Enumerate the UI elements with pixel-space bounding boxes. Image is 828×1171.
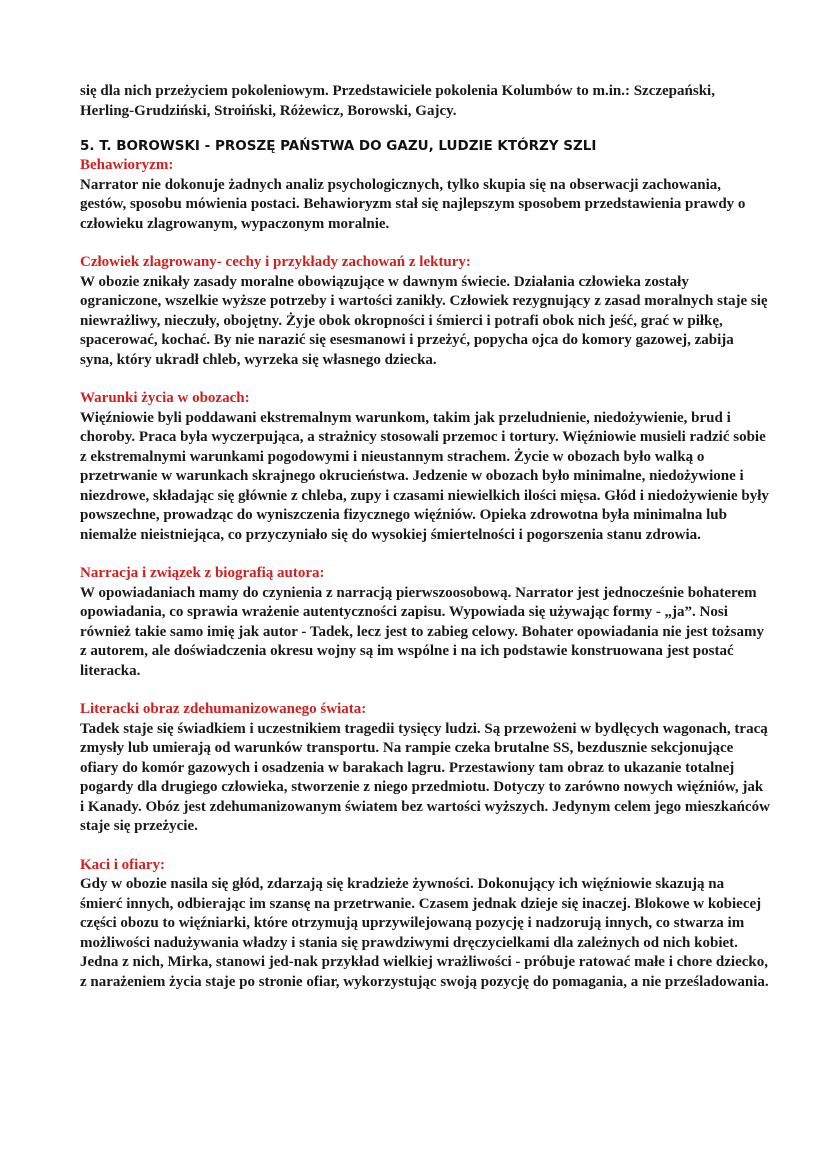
section-body: Tadek staje się świadkiem i uczestnikiem tragedii tysięcy ludzi. Są przewożeni w bydlęcych wagonach, tracą zmysły lub umierają od warunków transportu. Na rampie czeka brutalne SS, bezdusznie sekcjonujące ofiary do komór gazowych i osadzenia w barakach lagru. Przestawiony tam obraz to ukazanie totalnej pogardy dla drugiego człowieka, stworzenie z niego przedmiotu. Dotyczy to zarówno nowych więźniów, jak i Kanady. Obóz jest zdehumanizowanym światem bez wartości wyższych. Jedynym celem jego mieszkańców staje się przeżycie.: [80, 720, 770, 834]
section-behaviorism: [80, 156, 770, 234]
section-heading: Warunki życia w obozach:: [80, 390, 250, 406]
document-page: [80, 82, 770, 992]
section-heading: Narracja i związek z biografią autora:: [80, 565, 325, 581]
section-title: 5. T. BOROWSKI - PROSZĘ PAŃSTWA DO GAZU, LUDZIE KTÓRZY SZLI: [80, 138, 597, 154]
section-heading: Literacki obraz zdehumanizowanego świata:: [80, 701, 367, 717]
section-narration: [80, 564, 770, 681]
section-body: Narrator nie dokonuje żadnych analiz psychologicznych, tylko skupia się na obserwacji zachowania, gestów, sposobu mówienia postaci. Behawioryzm stał się najlepszym sposobem przedstawienia prawdy o człowieku zlagrowanym, wypaczonym moralnie.: [80, 176, 746, 232]
section-body: W opowiadaniach mamy do czynienia z narracją pierwszoosobową. Narrator jest jednocześnie bohaterem opowiadania, co sprawia wrażenie autentyczności zapisu. Wypowiada się używając formy - „ja”. Nosi również takie samo imię jak autor - Tadek, lecz jest to zabieg celowy. Bohater opowiadania nie jest tożsamy z autorem, ale doświadczenia okresu wojny są im wspólne i na ich podstawie konstruowana jest postać literacka.: [80, 584, 764, 679]
section-heading: Człowiek zlagrowany- cechy i przykłady zachowań z lektury:: [80, 254, 471, 270]
section-dehumanized-world: [80, 700, 770, 837]
section-body: Więźniowie byli poddawani ekstremalnym warunkom, takim jak przeludnienie, niedożywienie, brud i choroby. Praca była wyczerpująca, a strażnicy stosowali przemoc i tortury. Więźniowie musieli radzić sobie z ekstremalnymi warunkami pogodowymi i nieustannym strachem. Życie w obozach było walką o przetrwanie w warunkach skrajnego okrucieństwa. Jedzenie w obozach było minimalne, niedożywione i niezdrowe, składając się głównie z chleba, zupy i czasami niewielkich ilości mięsa. Głód i niedożywienie były powszechne, prowadząc do wyniszczenia fizycznego więźniów. Opieka zdrowotna była minimalna lub niemalże nieistniejąca, co przyczyniało się do wysokiej śmiertelności i pogorszenia stanu zdrowia.: [80, 409, 769, 543]
section-camp-man: [80, 253, 770, 370]
section-living-conditions: [80, 389, 770, 545]
section-body: W obozie znikały zasady moralne obowiązujące w dawnym świecie. Działania człowieka zostały ograniczone, wszelkie wyższe potrzeby i wartości zanikły. Człowiek rezygnujący z zasad moralnych staje się niewrażliwy, nieczuły, obojętny. Żyje obok okropności i śmierci i potrafi obok nich jeść, grać w piłkę, spacerować, kochać. By nie narazić się esesmanowi i przeżyć, popycha ojca do komory gazowej, zabija syna, który ukradł chleb, wyrzeka się własnego dziecka.: [80, 273, 768, 368]
section-body: Gdy w obozie nasila się głód, zdarzają się kradzieże żywności. Dokonujący ich więźniowie skazują na śmierć innych, odbierając im szansę na przetrwanie. Czasem jednak dzieje się inaczej. Blokowe w kobiecej części obozu to więźniarki, które otrzymują uprzywilejowaną pozycję i nadzorują innych, co stwarza im możliwości nadużywania władzy i stania się prawdziwymi dręczycielkami dla zależnych od nich kobiet. Jedna z nich, Mirka, stanowi jed-nak przykład wielkiej wrażliwości - próbuje ratować małe i chore dziecko, z narażeniem życia staje po stronie ofiar, wykorzystując swoją pozycję do pomagania, a nie prześladowania.: [80, 876, 769, 990]
section-executioners-victims: [80, 856, 770, 993]
intro-paragraph: się dla nich przeżyciem pokoleniowym. Przedstawiciele pokolenia Kolumbów to m.in.: Szczepański, Herling-Grudziński, Stroiński, Różewicz, Borowski, Gajcy.: [80, 83, 715, 119]
section-heading: Kaci i ofiary:: [80, 856, 165, 873]
section-heading: Behawioryzm:: [80, 157, 174, 173]
